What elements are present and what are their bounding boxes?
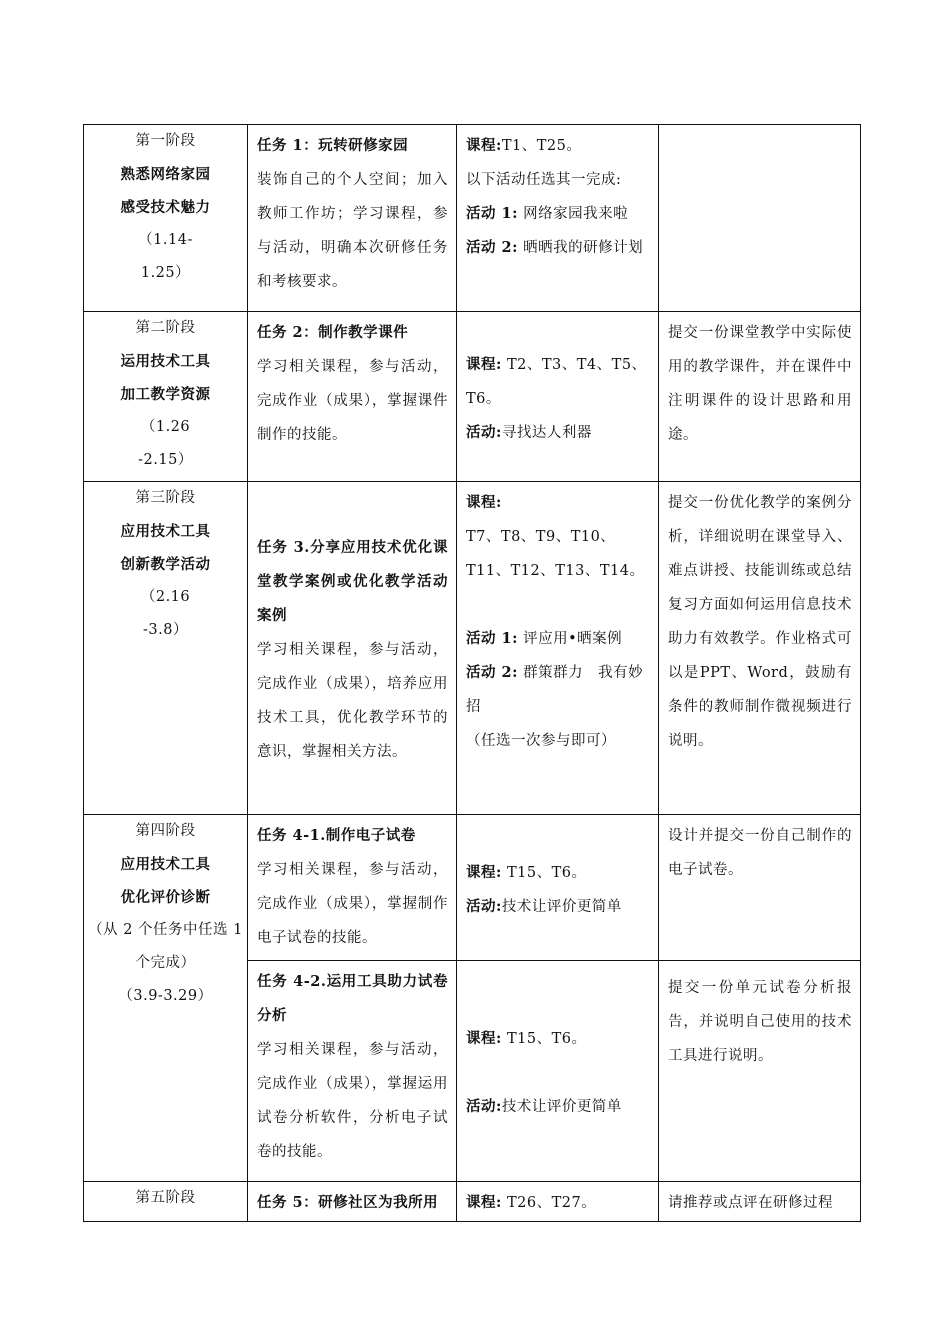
stage-cell: [84, 482, 248, 815]
stage-name: 第四阶段: [135, 823, 196, 839]
activity-value: 技术让评价更简单: [501, 898, 622, 915]
result-cell: [659, 961, 861, 1182]
task-title: 任务 4-1.制作电子试卷: [257, 827, 416, 844]
activity-label: 活动 2:: [466, 664, 518, 681]
task-title: 任务 2：制作教学课件: [257, 324, 409, 341]
stage-cell: [84, 312, 248, 482]
task-description: 学习相关课程，参与活动，完成作业（成果），掌握运用试卷分析软件，分析电子试卷的技能。: [257, 1042, 448, 1160]
stage-name: 第三阶段: [135, 490, 196, 506]
task-cell: [248, 1182, 457, 1222]
task-cell: [248, 482, 457, 815]
stage-note: （从 2 个任务中任选 1 个完成）: [88, 922, 243, 971]
task-description: 学习相关课程，参与活动，完成作业（成果），掌握制作电子试卷的技能。: [257, 862, 448, 946]
stage-date-start: （2.16: [140, 589, 191, 605]
task-title: 任务 3.分享应用技术优化课堂教学案例或优化教学活动案例: [257, 539, 448, 624]
stage-title-line2: 创新教学活动: [120, 556, 211, 573]
course-cell: [457, 1182, 659, 1222]
result-text: 提交一份单元试卷分析报告，并说明自己使用的技术工具进行说明。: [668, 980, 852, 1064]
stage-name: 第二阶段: [135, 320, 196, 336]
table-row: [84, 312, 861, 482]
course-value: T26、T27。: [501, 1195, 597, 1211]
stage-title-line2: 加工教学资源: [120, 386, 211, 403]
activity-note: （任选一次参与即可）: [466, 733, 616, 749]
activity-label: 活动 2:: [466, 239, 518, 256]
task-cell: [248, 312, 457, 482]
task-description: 装饰自己的个人空间；加入教师工作坊；学习课程，参与活动，明确本次研修任务和考核要求。: [257, 172, 448, 290]
stage-cell: [84, 125, 248, 312]
activity-label: 活动:: [466, 1098, 502, 1115]
activity-value: 晒晒我的研修计划: [518, 240, 644, 256]
course-value: T1、T25。: [501, 138, 582, 154]
result-cell: [659, 815, 861, 961]
course-label: 课程:: [466, 355, 502, 373]
course-value: T2、T3、T4、T5、T6。: [466, 356, 647, 407]
course-value: T15、T6。: [501, 864, 587, 881]
table-row: [84, 815, 861, 961]
activity-label: 活动:: [466, 897, 502, 915]
activity-note: 以下活动任选其一完成:: [466, 172, 622, 188]
task-cell: [248, 125, 457, 312]
activity-value: 网络家园我来啦: [518, 206, 629, 222]
course-cell: [457, 815, 659, 961]
course-label: 课程:: [466, 1194, 502, 1211]
study-plan-table: [83, 124, 861, 1222]
result-cell: [659, 125, 861, 312]
result-text: 请推荐或点评在研修过程: [668, 1195, 833, 1211]
result-text: 设计并提交一份自己制作的电子试卷。: [668, 828, 852, 878]
stage-title-line2: 感受技术魅力: [120, 199, 211, 216]
task-title: 任务 1：玩转研修家园: [257, 137, 409, 154]
activity-value: 群策群力 我有妙招: [466, 665, 644, 715]
stage-date: （3.9-3.29）: [118, 988, 213, 1004]
result-cell: [659, 482, 861, 815]
task-description: 学习相关课程，参与活动，完成作业（成果），掌握课件制作的技能。: [257, 359, 448, 443]
activity-label: 活动 1:: [466, 205, 518, 222]
task-cell: [248, 815, 457, 961]
activity-value: 寻找达人利器: [501, 424, 592, 441]
course-value: T15、T6。: [501, 1031, 587, 1047]
course-label: 课程:: [466, 1030, 502, 1047]
stage-date-end: -3.8）: [143, 622, 188, 638]
activity-value: 技术让评价更简单: [501, 1099, 622, 1115]
stage-date-start: （1.26: [140, 419, 191, 435]
table-row: [84, 1182, 861, 1222]
course-cell: [457, 482, 659, 815]
activity-label: 活动 1:: [466, 630, 518, 647]
task-title: 任务 5：研修社区为我所用: [257, 1194, 439, 1211]
result-text: 提交一份课堂教学中实际使用的教学课件，并在课件中注明课件的设计思路和用途。: [668, 325, 852, 443]
result-cell: [659, 1182, 861, 1222]
course-cell: [457, 125, 659, 312]
course-label: 课程:: [466, 494, 502, 511]
course-label: 课程:: [466, 137, 502, 154]
stage-name: 第一阶段: [135, 133, 196, 149]
stage-title-line1: 应用技术工具: [120, 856, 211, 873]
course-cell: [457, 961, 659, 1182]
stage-date-end: -2.15）: [138, 452, 193, 468]
stage-title-line1: 运用技术工具: [120, 353, 211, 370]
activity-value: 评应用•晒案例: [518, 631, 623, 647]
activity-label: 活动:: [466, 423, 502, 441]
stage-date-start: （1.14-: [138, 232, 193, 248]
course-label: 课程:: [466, 863, 502, 881]
task-title: 任务 4-2.运用工具助力试卷分析: [257, 973, 448, 1024]
result-text: 提交一份优化教学的案例分析，详细说明在课堂导入、难点讲授、技能训练或总结复习方面如何运用信息技术助力有效教学。作业格式可以是PPT、Word，鼓励有条件的教师制作微视频进行说明。: [668, 495, 852, 749]
stage-cell: [84, 1182, 248, 1222]
stage-cell: [84, 815, 248, 1182]
stage-name: 第五阶段: [135, 1190, 196, 1206]
course-value: T7、T8、T9、T10、T11、T12、T13、T14。: [466, 529, 645, 579]
stage-title-line1: 应用技术工具: [120, 523, 211, 540]
stage-date-end: 1.25）: [140, 265, 191, 281]
stage-title-line2: 优化评价诊断: [120, 889, 211, 906]
stage-title-line1: 熟悉网络家园: [120, 166, 211, 183]
course-cell: [457, 312, 659, 482]
task-cell: [248, 961, 457, 1182]
table-row: [84, 482, 861, 815]
result-cell: [659, 312, 861, 482]
task-description: 学习相关课程，参与活动，完成作业（成果），培养应用技术工具，优化教学环节的意识，掌握相关方法。: [257, 642, 448, 760]
table-row: [84, 125, 861, 312]
